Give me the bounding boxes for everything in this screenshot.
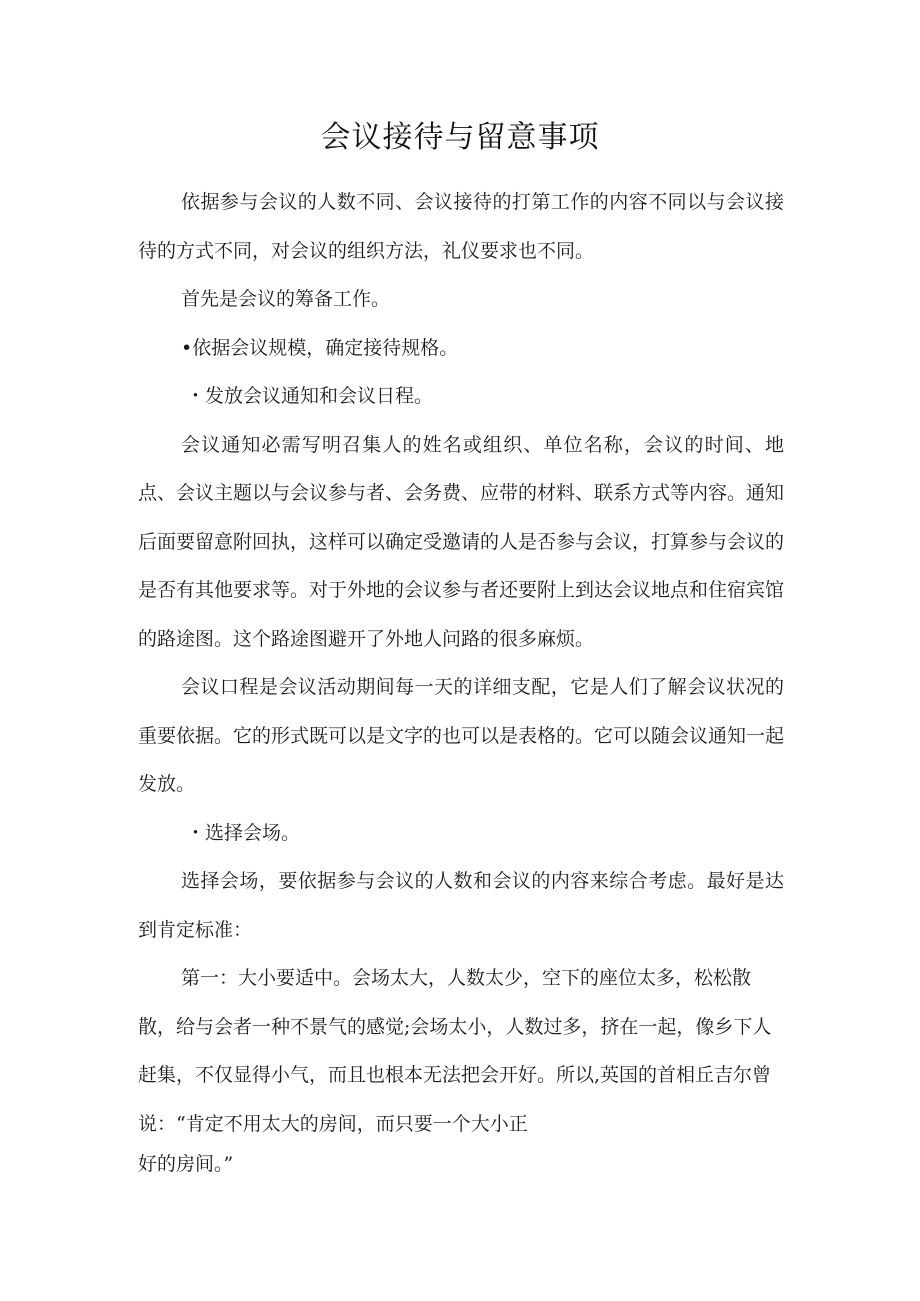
paragraph-notice-details: 会议通知必需写明召集人的姓名或组织、单位名称，会议的时间、地点、会议主题以与会议参与者、会务费、应带的材料、联系方式等内容。通知后面要留意附回执，这样可以确定受邀请的人是否参与会议，打算参与会议的是否有其他要求等。对于外地的会议参与者还要附上到达会议地点和住宿宾馆的路途图。这个路途图避开了外地人问路的很多麻烦。	[138, 433, 785, 650]
paragraph-venue-criteria: 选择会场，要依据参与会议的人数和会议的内容来综合考虑。最好是达到肯定标准：	[138, 870, 784, 941]
paragraph-tail: 好的房间。”	[138, 1153, 234, 1175]
bullet-send-notice: ・发放会议通知和会议日程。	[186, 385, 434, 407]
bullet-choose-venue: ・选择会场。	[186, 821, 301, 844]
paragraph-schedule: 会议口程是会议活动期间每一天的详细支配，它是人们了解会议状况的重要依据。它的形式既可以是文字的也可以是表格的。它可以随会议通知一起发放。	[138, 676, 785, 795]
document-body	[138, 178, 784, 1180]
bullet-reception-level: •依据会议规模，确定接待规格。	[181, 336, 459, 359]
document-title: 会议接待与留意事项	[320, 120, 600, 155]
paragraph-intro: 依据参与会议的人数不同、会议接待的打第工作的内容不同以与会议接待的方式不同，对会议的组织方法，礼仪要求也不同。	[138, 191, 784, 262]
paragraph-preparation: 首先是会议的筹备工作。	[181, 288, 391, 310]
paragraph-size-appropriate: 第一：大小要适中。会场太大，人数太少，空下的座位太多，松松散散，给与会者一种不景气的感觉;会场太小，人数过多，挤在一起，像乡下人赶集，不仅显得小气，而且也根本无法把会开好。所以,英国的首相丘吉尔曾说：“肯定不用太大的房间，而只要一个大小正	[138, 967, 772, 1135]
